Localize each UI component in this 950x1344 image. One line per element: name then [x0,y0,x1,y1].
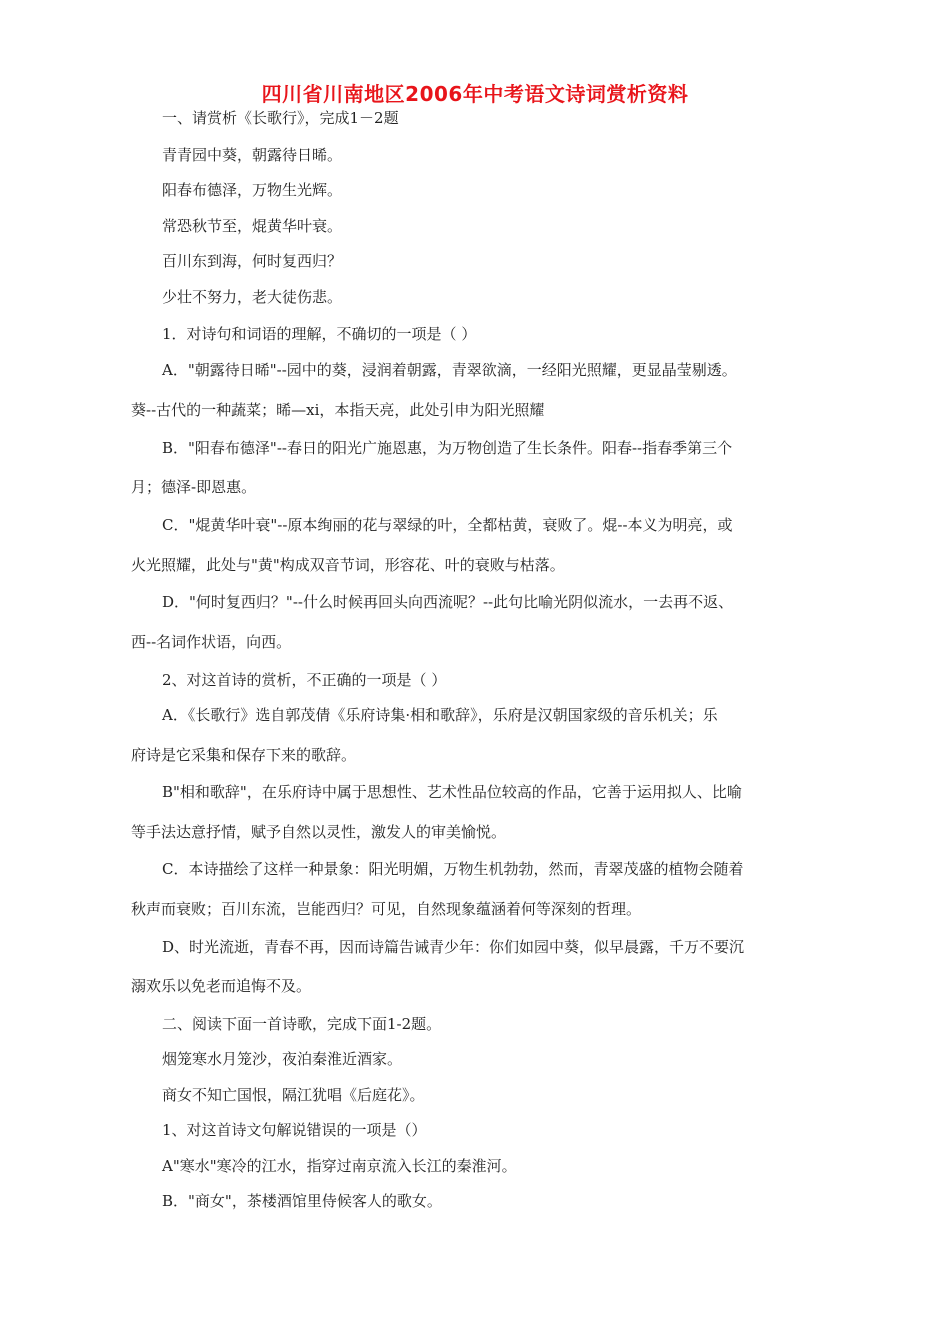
option-text: B．"阳春布德泽"--春日的阳光广施恩惠，为万物创造了生长条件。阳春--指春季第三个 [162,439,733,457]
poem-line: 烟笼寒水月笼沙，夜泊秦淮近酒家。 [162,1050,403,1068]
poem-line: 百川东到海，何时复西归？ [162,252,343,270]
option-text: D、时光流逝，青春不再，因而诗篇告诫青少年：你们如园中葵，似早晨露，千万不要沉 [162,938,745,956]
poem-line: 青青园中葵，朝露待日晞。 [162,146,343,164]
option-text: 月；德泽-即恩惠。 [131,478,257,496]
option-text: 西--名词作状语，向西。 [131,633,292,651]
option-text: 等手法达意抒情，赋予自然以灵性，激发人的审美愉悦。 [131,823,507,841]
option-text: 府诗是它采集和保存下来的歌辞。 [131,746,357,764]
option-text: B．"商女"，茶楼酒馆里侍候客人的歌女。 [162,1192,442,1210]
option-text: D．"何时复西归？"--什么时候再回头向西流呢？--此句比喻光阴似流水，一去再不返、 [162,593,734,611]
option-text: 秋声而衰败；百川东流，岂能西归？可见，自然现象蕴涵着何等深刻的哲理。 [131,900,642,918]
poem-line: 少壮不努力，老大徒伤悲。 [162,288,343,306]
question-text: 1．对诗句和词语的理解，不确切的一项是（ ） [162,325,477,343]
poem-line: 商女不知亡国恨，隔江犹唱《后庭花》。 [162,1086,425,1104]
option-text: 火光照耀，此处与"黄"构成双音节词，形容花、叶的衰败与枯落。 [131,556,565,574]
option-text: A．《长歌行》选自郭茂倩《乐府诗集·相和歌辞》，乐府是汉朝国家级的音乐机关；乐 [162,706,718,724]
option-text: B"相和歌辞"，在乐府诗中属于思想性、艺术性品位较高的作品，它善于运用拟人、比喻 [162,783,742,801]
option-text: 葵--古代的一种蔬菜；晞—xi，本指天亮，此处引申为阳光照耀 [131,401,545,419]
option-text: C．本诗描绘了这样一种景象：阳光明媚，万物生机勃勃，然而，青翠茂盛的植物会随着 [162,860,744,878]
option-text: A．"朝露待日晞"--园中的葵，浸润着朝露，青翠欲滴，一经阳光照耀，更显晶莹剔透。 [162,361,737,379]
question-text: 2、对这首诗的赏析，不正确的一项是（ ） [162,671,447,689]
section-heading: 二、阅读下面一首诗歌，完成下面1-2题。 [162,1015,442,1033]
poem-line: 常恐秋节至，焜黄华叶衰。 [162,217,343,235]
section-heading: 一、请赏析《长歌行》，完成1－2题 [162,109,399,127]
document-title: 四川省川南地区2006年中考语文诗词赏析资料 [261,82,689,106]
option-text: 溺欢乐以免老而追悔不及。 [131,977,312,995]
poem-line: 阳春布德泽，万物生光辉。 [162,181,343,199]
option-text: C．"焜黄华叶衰"--原本绚丽的花与翠绿的叶，全都枯黄，衰败了。焜--本义为明亮，或 [162,516,733,534]
option-text: A"寒水"寒冷的江水，指穿过南京流入长江的秦淮河。 [162,1157,517,1175]
question-text: 1、对这首诗文句解说错误的一项是（） [162,1121,427,1139]
